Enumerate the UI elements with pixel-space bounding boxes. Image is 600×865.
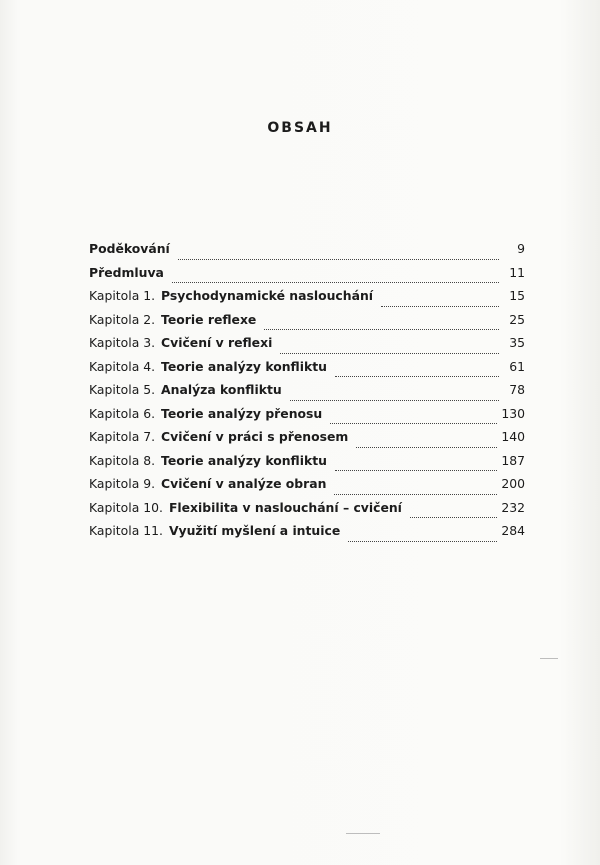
dot-leader: [410, 517, 497, 518]
toc-entry-chapter-number: Kapitola 1.: [89, 288, 156, 303]
dot-leader: [335, 376, 499, 377]
dot-leader: [356, 447, 497, 448]
toc-entry-page: 130: [501, 405, 525, 421]
toc-entry-page: 78: [509, 382, 525, 397]
page-title: OBSAH: [267, 120, 333, 136]
toc-entry-page: 15: [509, 288, 525, 303]
toc-entry-chapter-6: [89, 406, 525, 430]
toc-entry-page: 284: [501, 523, 525, 538]
toc-entry-chapter-number: Kapitola 7.: [89, 429, 156, 444]
toc-entry-chapter-number: Kapitola 2.: [89, 311, 156, 327]
toc-entry-title: Teorie analýzy konfliktu: [161, 358, 327, 374]
dot-leader: [172, 282, 499, 283]
toc-entry-page: 25: [509, 311, 525, 327]
toc-entry-page: 9: [517, 241, 525, 256]
dot-leader: [330, 423, 497, 424]
toc-entry-chapter-number: Kapitola 3.: [89, 335, 156, 350]
dot-leader: [348, 541, 497, 542]
dot-leader: [264, 329, 499, 330]
scan-mark: [540, 658, 558, 659]
scan-mark: [346, 833, 380, 834]
toc-entry-title: Poděkování: [89, 241, 170, 256]
toc-entry-title: Teorie analýzy přenosu: [161, 405, 323, 421]
toc-entry-title: Teorie analýzy konfliktu: [161, 452, 327, 468]
toc-entry-title: Psychodynamické naslouchání: [161, 288, 374, 303]
toc-entry-chapter-10: [89, 500, 525, 524]
toc-entry-title: Analýza konfliktu: [161, 382, 282, 397]
toc-entry-chapter-number: Kapitola 10.: [89, 499, 163, 515]
toc-entry-chapter-4: [89, 359, 525, 383]
toc-entry-page: 232: [501, 499, 525, 515]
toc-entry-title: Využití myšlení a intuice: [168, 523, 341, 538]
toc-entry-title: Předmluva: [89, 264, 164, 280]
toc-entry-chapter-8: [89, 453, 525, 477]
toc-entry-title: Cvičení v práci s přenosem: [161, 429, 349, 444]
dot-leader: [178, 259, 499, 260]
toc-entry-page: 140: [501, 429, 525, 444]
toc-entry-title: Flexibilita v naslouchání – cvičení: [168, 499, 402, 515]
toc-entry-chapter-number: Kapitola 6.: [89, 405, 156, 421]
toc-entry-chapter-5: [89, 382, 525, 406]
dot-leader: [334, 494, 497, 495]
toc-entry-title: Cvičení v reflexi: [161, 335, 273, 350]
toc-entry-chapter-number: Kapitola 9.: [89, 476, 156, 491]
toc-entry-chapter-1: [89, 288, 525, 312]
dot-leader: [290, 400, 499, 401]
dot-leader: [335, 470, 497, 471]
toc-entry-title: Teorie reflexe: [161, 311, 257, 327]
toc-entry-chapter-9: [89, 476, 525, 500]
table-of-contents: [89, 241, 525, 547]
toc-entry-page: 35: [509, 335, 525, 350]
toc-entry-chapter-3: [89, 335, 525, 359]
dot-leader: [280, 353, 499, 354]
toc-entry-page: 187: [501, 452, 525, 468]
toc-entry-title: Cvičení v analýze obran: [161, 476, 327, 491]
toc-entry-chapter-number: Kapitola 11.: [89, 523, 163, 538]
toc-entry-preface: [89, 265, 525, 289]
toc-entry-chapter-7: [89, 429, 525, 453]
toc-entry-chapter-number: Kapitola 5.: [89, 382, 156, 397]
toc-entry-chapter-number: Kapitola 8.: [89, 452, 156, 468]
dot-leader: [381, 306, 499, 307]
toc-entry-page: 200: [501, 476, 525, 491]
toc-entry-chapter-2: [89, 312, 525, 336]
toc-entry-page: 61: [509, 358, 525, 374]
toc-entry-acknowledgements: [89, 241, 525, 265]
toc-entry-page: 11: [509, 264, 525, 280]
toc-entry-chapter-11: [89, 523, 525, 547]
toc-entry-chapter-number: Kapitola 4.: [89, 358, 156, 374]
